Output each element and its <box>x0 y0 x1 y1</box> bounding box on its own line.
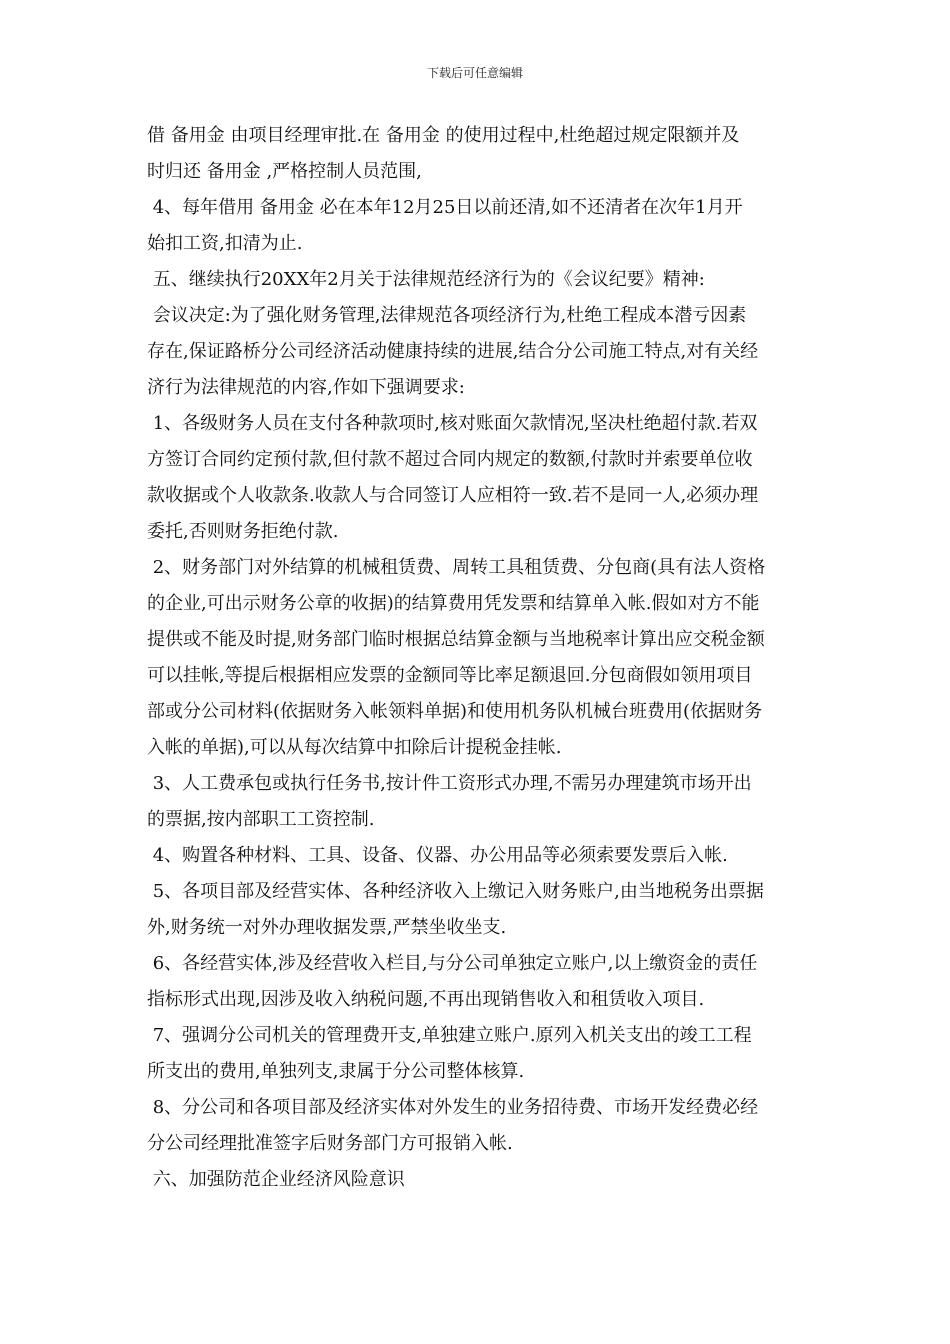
document-body <box>147 118 817 1198</box>
text-line: 所支出的费用,单独列支,隶属于分公司整体核算. <box>147 1061 525 1082</box>
text-line: 存在,保证路桥分公司经济活动健康持续的进展,结合分公司施工特点,对有关经 <box>147 341 759 362</box>
text-line: 借 备用金 由项目经理审批.在 备用金 的使用过程中,杜绝超过规定限额并及 <box>147 125 740 146</box>
text-line: 委托,否则财务拒绝付款. <box>147 521 339 542</box>
text-line: 时归还 备用金 ,严格控制人员范围, <box>147 161 422 182</box>
text-line: 5、各项目部及经营实体、各种经济收入上缴记入财务账户,由当地税务出票据 <box>147 881 764 902</box>
text-line: 方签订合同约定预付款,但付款不超过合同内规定的数额,付款时并索要单位收 <box>147 449 753 470</box>
text-line: 3、人工费承包或执行任务书,按计件工资形式办理,不需另办理建筑市场开出 <box>147 773 752 794</box>
text-line: 外,财务统一对外办理收据发票,严禁坐收坐支. <box>147 917 507 938</box>
text-line: 六、加强防范企业经济风险意识 <box>147 1169 405 1190</box>
text-line: 4、每年借用 备用金 必在本年12月25日以前还清,如不还清者在次年1月开 <box>147 197 743 218</box>
text-line: 7、强调分公司机关的管理费开支,单独建立账户.原列入机关支出的竣工工程 <box>147 1025 752 1046</box>
text-line: 入帐的单据),可以从每次结算中扣除后计提税金挂帐. <box>147 737 562 758</box>
text-line: 济行为法律规范的内容,作如下强调要求: <box>147 377 465 398</box>
page-header: 下载后可任意编辑 <box>426 66 523 80</box>
text-line: 五、继续执行20XX年2月关于法律规范经济行为的《会议纪要》精神: <box>147 269 705 290</box>
text-line: 8、分公司和各项目部及经济实体对外发生的业务招待费、市场开发经费必经 <box>147 1097 759 1118</box>
text-line: 可以挂帐,等提后根据相应发票的金额同等比率足额退回.分包商假如领用项目 <box>147 665 753 686</box>
text-line: 的票据,按内部职工工资控制. <box>147 809 375 830</box>
text-line: 部或分公司材料(依据财务入帐领料单据)和使用机务队机械台班费用(依据财务 <box>147 701 763 722</box>
text-line: 提供或不能及时提,财务部门临时根据总结算金额与当地税率计算出应交税金额 <box>147 629 765 650</box>
text-line: 始扣工资,扣清为止. <box>147 233 303 254</box>
text-line: 4、购置各种材料、工具、设备、仪器、办公用品等必须索要发票后入帐. <box>147 845 728 866</box>
text-line: 1、各级财务人员在支付各种款项时,核对账面欠款情况,坚决杜绝超付款.若双 <box>147 413 758 434</box>
text-line: 6、各经营实体,涉及经营收入栏目,与分公司单独定立账户,以上缴资金的责任 <box>147 953 758 974</box>
text-line: 款收据或个人收款条.收款人与合同签订人应相符一致.若不是同一人,必须办理 <box>147 485 759 506</box>
text-line: 的企业,可出示财务公章的收据)的结算费用凭发票和结算单入帐.假如对方不能 <box>147 593 760 614</box>
text-line: 2、财务部门对外结算的机械租赁费、周转工具租赁费、分包商(具有法人资格 <box>147 557 766 578</box>
text-line: 分公司经理批准签字后财务部门方可报销入帐. <box>147 1133 513 1154</box>
text-line: 会议决定:为了强化财务管理,法律规范各项经济行为,杜绝工程成本潜亏因素 <box>147 305 747 326</box>
text-line: 指标形式出现,因涉及收入纳税问题,不再出现销售收入和租赁收入项目. <box>147 989 705 1010</box>
